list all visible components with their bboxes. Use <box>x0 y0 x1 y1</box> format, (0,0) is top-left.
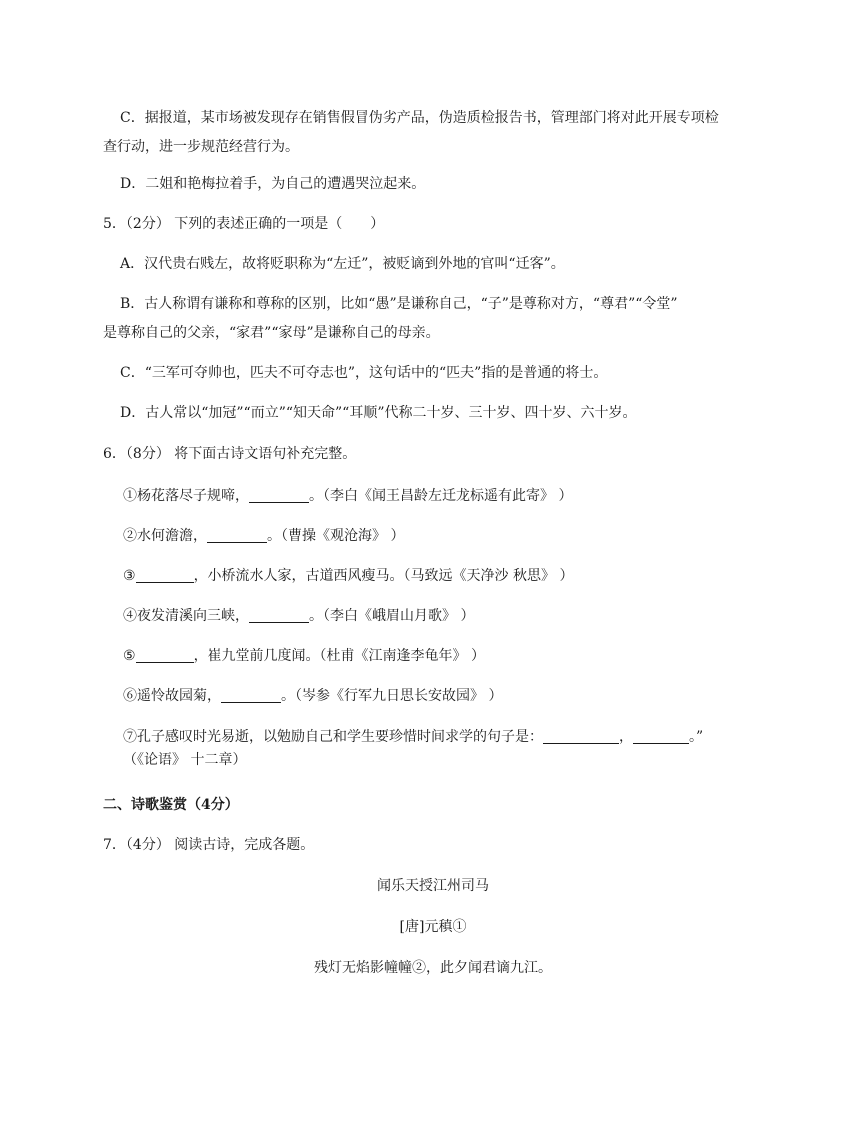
q5-option-c: C．“三军可夺帅也，匹夫不可夺志也”，这句话中的“匹夫”指的是普通的将士。 <box>120 365 608 381</box>
q6-item-7-pre: ⑦孔子感叹时光易逝，以勉励自己和学生要珍惜时间求学的句子是： <box>123 729 543 745</box>
q6-stem: 6．（8分） 将下面古诗文语句补充完整。 <box>103 446 357 462</box>
q6-item-2-pre: ②水何澹澹， <box>123 528 207 544</box>
section-2-heading: 二、诗歌鉴赏（4分） <box>103 797 239 813</box>
q5-option-d: D．古人常以“加冠”“而立”“知天命”“耳顺”代称二十岁、三十岁、四十岁、六十岁。 <box>120 405 637 421</box>
q6-item-1-blank[interactable] <box>249 488 309 503</box>
poem-author: [唐]元稹① <box>399 919 467 935</box>
q6-item-6-blank[interactable] <box>221 688 281 703</box>
q6-item-7-post: 。” <box>689 729 704 745</box>
q5-option-b-line1: B．古人称谓有谦称和尊称的区别，比如“愚”是谦称自己，“子”是尊称对方，“尊君”“令堂” <box>120 296 678 312</box>
q6-item-4-post: 。（李白《峨眉山月歌》 ） <box>309 608 475 624</box>
poem-title: 闻乐天授江州司马 <box>377 878 489 894</box>
q6-item-5-pre: ⑤ <box>123 648 136 664</box>
q6-item-6 <box>123 687 502 705</box>
q6-item-4-blank[interactable] <box>249 608 309 623</box>
q6-item-1-pre: ①杨花落尽子规啼， <box>123 488 249 504</box>
q4-option-c-line2: 查行动，进一步规范经营行为。 <box>103 139 299 155</box>
q6-item-4 <box>123 607 474 625</box>
q6-item-3-pre: ③ <box>123 568 136 584</box>
poem-line-1: 残灯无焰影幢幢②，此夕闻君谪九江。 <box>314 960 552 976</box>
q6-item-1-post: 。（李白《闻王昌龄左迁龙标遥有此寄》 ） <box>309 488 573 504</box>
q4-option-d: D．二姐和艳梅拉着手，为自己的遭遇哭泣起来。 <box>120 176 426 192</box>
q6-item-7-source: （《论语》 十二章） <box>123 752 247 768</box>
q6-item-2-post: 。（曹操《观沧海》 ） <box>267 528 405 544</box>
q6-item-7 <box>123 728 703 746</box>
q6-item-7-blank-1[interactable] <box>543 729 619 744</box>
q6-item-6-pre: ⑥遥怜故园菊， <box>123 688 221 704</box>
q6-item-4-pre: ④夜发清溪向三峡， <box>123 608 249 624</box>
q6-item-6-post: 。（岑参《行军九日思长安故园》 ） <box>281 688 503 704</box>
q6-item-5-blank[interactable] <box>136 648 194 663</box>
q6-item-2 <box>123 527 404 545</box>
q6-item-3-blank[interactable] <box>136 568 194 583</box>
q6-item-3 <box>123 567 573 585</box>
q6-item-5-post: ，崔九堂前几度闻。（杜甫《江南逢李龟年》 ） <box>193 648 486 664</box>
q6-item-7-blank-2[interactable] <box>633 729 689 744</box>
q5-stem: 5．（2分） 下列的表述正确的一项是（ ） <box>103 216 385 232</box>
q6-item-5 <box>123 647 485 665</box>
q5-option-a: A．汉代贵右贱左，故将贬职称为“左迁”，被贬谪到外地的官叫“迁客”。 <box>120 256 565 272</box>
q5-option-b-line2: 是尊称自己的父亲，“家君”“家母”是谦称自己的母亲。 <box>103 325 440 341</box>
q6-item-3-post: ，小桥流水人家，古道西风瘦马。（马致远《天净沙 秋思》 ） <box>193 568 574 584</box>
q7-stem: 7．（4分） 阅读古诗，完成各题。 <box>103 837 315 853</box>
q6-item-1 <box>123 487 572 505</box>
q4-option-c-line1: C．据报道，某市场被发现存在销售假冒伪劣产品，伪造质检报告书，管理部门将对此开展专项检 <box>120 110 719 126</box>
q6-item-7-mid: ， <box>619 729 633 745</box>
q6-item-2-blank[interactable] <box>207 528 267 543</box>
